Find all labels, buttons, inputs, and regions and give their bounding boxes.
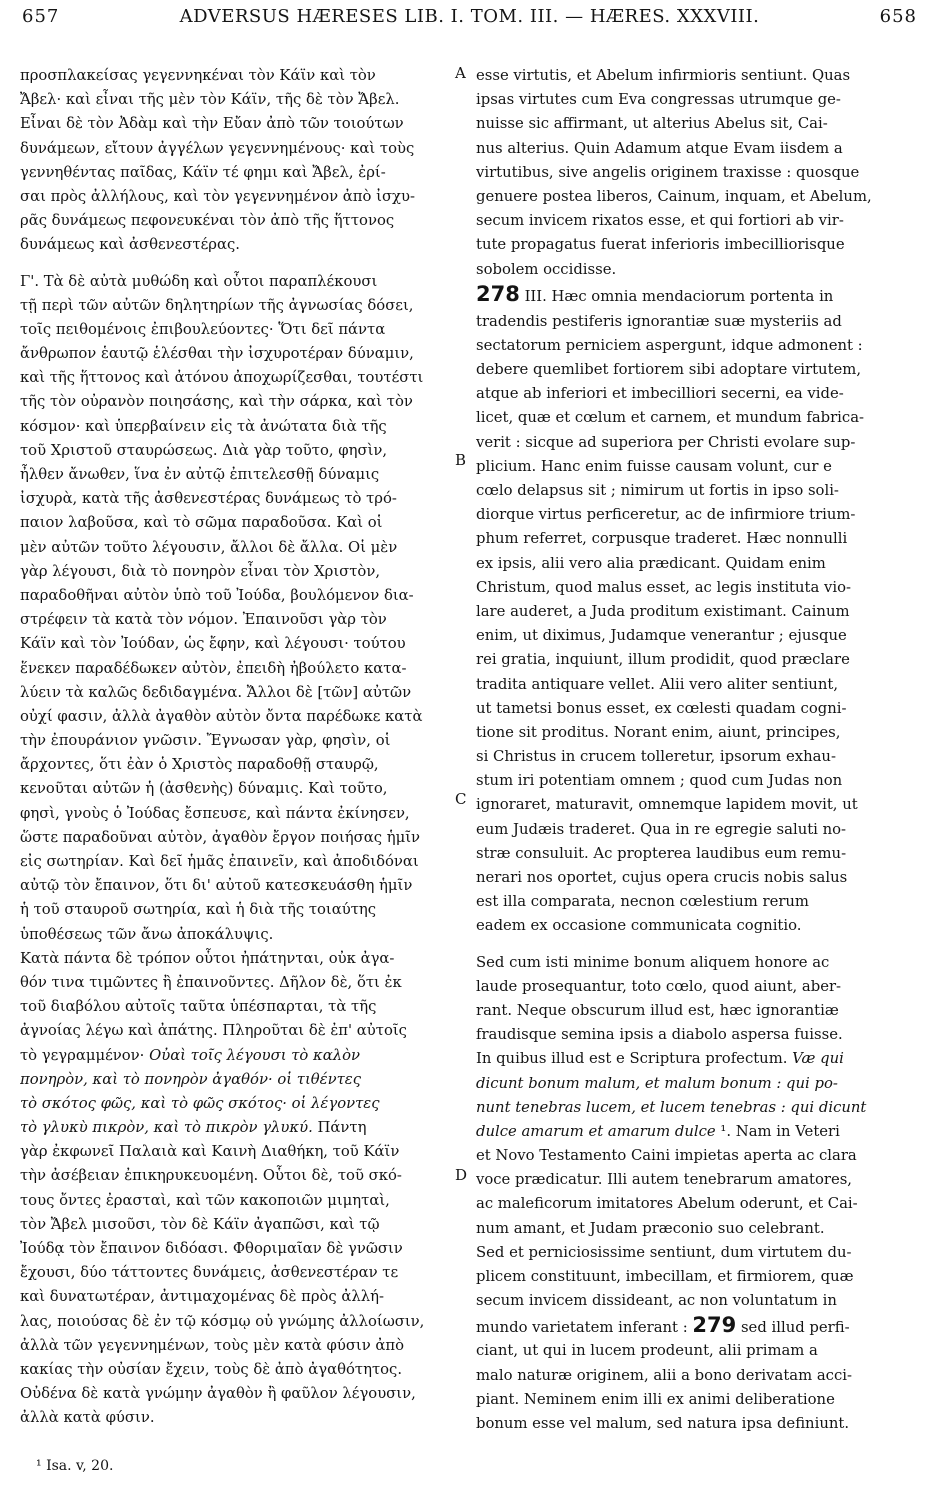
greek-line: ἡ τοῦ σταυροῦ σωτηρία, καὶ ἡ διὰ τῆς τοιαύτης (20, 901, 377, 919)
greek-line: ὑποθέσεως τῶν ἄνω ἀποκάλυψις. (20, 925, 274, 943)
latin-line: nuisse sic affirmant, ut alterius Abelus sit, Cai- (476, 115, 828, 133)
latin-line: nerari nos oportet, cujus opera crucis nobis salus (476, 869, 848, 886)
greek-paragraph-1 (20, 64, 468, 258)
greek-line: ἀγνοίας λέγω καὶ ἀπάτης. Πληροῦται δὲ ἐπ' αὐτοῖς (20, 1022, 407, 1040)
greek-line: κόσμον· καὶ ὑπερβαίνειν εἰς τὰ ἀνώτατα διὰ τῆς (20, 417, 387, 435)
latin-line: malo naturæ originem, alii a bono derivatam acci- (476, 1366, 852, 1384)
latin-paragraph-4 (476, 1339, 914, 1436)
latin-line: fraudisque semina ipsis a diabolo aspersa fuisse. (476, 1026, 843, 1044)
latin-line: debere quemlibet fortiorem sibi adoptare virtutem, (476, 361, 862, 379)
latin-line: mundo varietatem inferant : (476, 1319, 688, 1337)
latin-quote-line: nunt tenebras lucem, et lucem tenebras : qui dicunt (476, 1098, 867, 1116)
latin-line: rei gratia, inquiunt, illum prodidit, quod præclare (476, 651, 850, 669)
greek-line: δυνάμεως καὶ ἀσθενεστέρας. (20, 236, 240, 254)
greek-line: ἄνθρωπον ἑαυτῷ ἑλέσθαι τὴν ἰσχυροτέραν δύναμιν, (20, 345, 414, 363)
footnote: ¹ Isa. v, 20. (36, 1458, 114, 1474)
latin-line: nus alterius. Quin Adamum atque Evam iisdem a (476, 139, 843, 157)
latin-quote-text: dulce amarum et amarum dulce (476, 1122, 716, 1140)
greek-line: παραδοθῆναι αὐτὸν ὑπὸ τοῦ Ἰούδα, βουλόμενον δια- (20, 586, 414, 604)
greek-line: φησὶ, γνοὺς ὁ Ἰούδας ἔσπευσε, καὶ πάντα ἐκίνησεν, (20, 804, 410, 822)
latin-line: Christum, quod malus esset, ac legis instituta vio- (476, 578, 852, 596)
latin-line: sobolem occidisse. (476, 260, 617, 278)
page-number-left: 657 (22, 6, 60, 27)
latin-line: piant. Neminem enim illi ex animi deliberatione (476, 1390, 835, 1408)
greek-line: τοῖς πειθομένοις ἐπιβουλεύοντες· Ὅτι δεῖ πάντα (20, 320, 386, 338)
greek-line: ἦλθεν ἄνωθεν, ἵνα ἐν αὐτῷ ἐπιτελεσθῇ δύναμις (20, 466, 380, 483)
greek-line: οὐχί φασιν, ἀλλὰ ἀγαθὸν αὐτὸν ὄντα παρέδωκε κατὰ (20, 707, 423, 725)
latin-quote-line (476, 1120, 914, 1144)
latin-line: enim, ut diximus, Judamque venerantur ; ejusque (476, 627, 847, 645)
paragraph-gap (20, 258, 468, 270)
latin-line: In quibus illud est e Scriptura profectum. (476, 1050, 788, 1068)
latin-line: esse virtutis, et Abelum infirmioris sentiunt. Quas (476, 67, 851, 84)
greek-line: Εἶναι δὲ τὸν Ἀδὰμ καὶ τὴν Εὔαν ἀπὸ τῶν τοιούτων (20, 115, 404, 133)
latin-line: tute propagatus fuerat inferioris imbecilliorisque (476, 236, 845, 254)
latin-line: secum invicem rixatos esse, et qui fortiori ab vir- (476, 212, 844, 230)
page-number-right: 658 (879, 6, 917, 27)
latin-line: ciant, ut qui in lucem prodeunt, alii primam a (476, 1342, 818, 1360)
greek-line: ἔχουσι, δύο τάττοντες δυνάμεις, ἀσθενεστέραν τε (20, 1264, 399, 1282)
latin-line: num amant, et Judam præconio suo celebrant. (476, 1219, 825, 1237)
latin-line: ignoraret, maturavit, omnemque lapidem movit, ut (476, 796, 858, 814)
greek-line: προσπλακείσας γεγεννηκέναι τὸν Κάϊν καὶ τὸν (20, 67, 376, 84)
greek-line: τὴν ἀσέβειαν ἐπικηρυκευομένη. Οὗτοι δὲ, τοῦ σκό- (20, 1167, 402, 1185)
greek-line: εἰς σωτηρίαν. Καὶ δεῖ ἡμᾶς ἐπαινεῖν, καὶ ἀποδιδόναι (20, 853, 419, 870)
greek-paragraph-3-cont (20, 1140, 468, 1430)
greek-line: τῇ περὶ τῶν αὐτῶν δηλητηρίων τῆς ἀγνωσίας δόσει, (20, 296, 414, 314)
latin-line: rant. Neque obscurum illud est, hæc ignorantiæ (476, 1001, 839, 1019)
latin-line: secum invicem dissideant, ac non voluntatum in (476, 1292, 837, 1310)
latin-line: eum Judæis traderet. Qua in re egregie saluti no- (476, 820, 847, 838)
latin-paragraph-3-cont (476, 1144, 914, 1313)
latin-line: eadem ex occasione communicata cognitio. (476, 917, 802, 935)
greek-line: ὥστε παραδοῦναι αὐτὸν, ἀγαθὸν ἔργον ποιήσας ἡμῖν (20, 828, 421, 846)
paragraph-gap (476, 939, 914, 951)
greek-line: γὰρ ἐκφωνεῖ Παλαιὰ καὶ Καινὴ Διαθήκη, τοῦ Κάϊν (20, 1143, 400, 1161)
greek-line: θόν τινα τιμῶντες ἢ ἐπαινοῦντες. Δῆλον δὲ, ὅτι ἐκ (20, 973, 402, 991)
latin-line: tradita antiquare vellet. Alii vero aliter sentiunt, (476, 675, 839, 693)
latin-paragraph-2 (476, 310, 914, 939)
greek-line: Γ'. Τὰ δὲ αὐτὰ μυθώδη καὶ οὗτοι παραπλέκουσι (20, 272, 378, 290)
greek-line: Ἰούδᾳ τὸν ἔπαινον διδόασι. Φθοριμαῖαν δὲ γνῶσιν (20, 1240, 403, 1257)
latin-line: verit : sicque ad superiora per Christi evolare sup- (476, 433, 856, 451)
greek-line: κακίας τὴν οὐσίαν ἔχειν, τοὺς δὲ ἀπὸ ἀγαθότητος. (20, 1360, 403, 1378)
greek-line: αὐτῷ τὸν ἔπαινον, ὅτι δι' αὐτοῦ κατεσκευάσθη ἡμῖν (20, 877, 413, 895)
latin-line: diorque virtus perficeretur, ac de infirmiore trium- (476, 506, 856, 524)
latin-line: Sed et perniciosissime sentiunt, dum virtutem du- (476, 1243, 852, 1261)
greek-line: ἄρχοντες, ὅτι ἐὰν ὁ Χριστὸς παραδοθῇ σταυρῷ, (20, 756, 379, 774)
latin-line: tradendis pestiferis ignorantiæ suæ mysteriis ad (476, 312, 842, 330)
greek-line: Ἄβελ· καὶ εἶναι τῆς μὲν τὸν Κάϊν, τῆς δὲ τὸν Ἄβελ. (20, 91, 400, 109)
section-number-278: 278 (476, 281, 520, 306)
greek-line: τοῦ Χριστοῦ σταυρώσεως. Διὰ γὰρ τοῦτο, φησὶν, (20, 441, 388, 459)
greek-quote-text: τὸ γλυκὺ πικρὸν, καὶ τὸ πικρὸν γλυκύ. (20, 1119, 313, 1137)
margin-letter-c: C (455, 790, 467, 808)
greek-line: τῆς τὸν οὐρανὸν ποιησάσης, καὶ τὴν σάρκα, καὶ τὸν (20, 393, 413, 411)
latin-line: ac maleficorum imitatores Abelum oderunt, et Cai- (476, 1195, 858, 1213)
greek-quote-text: Οὐαὶ τοῖς λέγουσι τὸ καλὸν (149, 1046, 361, 1064)
latin-paragraph-1 (476, 64, 914, 282)
latin-line: ipsas virtutes cum Eva congressas utrumque ge- (476, 91, 841, 109)
latin-column (476, 64, 914, 1436)
latin-line: licet, quæ et cœlum et carnem, et mundum fabrica- (476, 409, 865, 427)
greek-line: τους ὄντες ἐρασταὶ, καὶ τῶν κακοποιῶν μιμηταὶ, (20, 1191, 390, 1209)
greek-line: λύειν τὰ καλῶς δεδιδαγμένα. Ἄλλοι δὲ [τῶν] αὐτῶν (20, 683, 412, 701)
greek-line: κενοῦται αὐτῶν ἡ (ἀσθενὴς) δύναμις. Καὶ τοῦτο, (20, 780, 388, 798)
greek-line: ρᾶς δυνάμεως πεφονευκέναι τὸν ἀπὸ τῆς ἥττονος (20, 212, 395, 230)
greek-line: Κατὰ πάντα δὲ τρόπον οὗτοι ἠπάτηνται, οὐκ ἀγα- (20, 949, 395, 967)
latin-line: bonum esse vel malum, sed natura ipsa definiunt. (476, 1414, 850, 1432)
latin-quote-line: dicunt bonum malum, et malum bonum : qui po- (476, 1074, 838, 1092)
latin-paragraph-3 (476, 951, 914, 1048)
latin-line: est illa comparata, necnon cœlestium rerum (476, 893, 809, 911)
greek-line: Οὐδένα δὲ κατὰ γνώμην ἀγαθὸν ἢ φαῦλον λέγουσιν, (20, 1385, 416, 1403)
greek-line: Κάϊν καὶ τὸν Ἰούδαν, ὡς ἔφην, καὶ λέγουσι· τούτου (20, 635, 406, 653)
latin-line: virtutibus, sive angelis originem traxisse : quosque (476, 163, 860, 181)
latin-line: stum iri potentiam omnem ; quod cum Judas non (476, 772, 843, 790)
latin-line: Sed cum isti minime bonum aliquem honore ac (476, 953, 830, 971)
greek-line: ἀλλὰ τῶν γεγεννημένων, τοὺς μὲν κατὰ φύσιν ἀπὸ (20, 1336, 405, 1354)
latin-line: plicium. Hanc enim fuisse causam volunt, cur e (476, 457, 832, 475)
latin-line: III. Hæc omnia mendaciorum portenta in (524, 287, 834, 305)
greek-line: ἕνεκεν παραδέδωκεν αὐτὸν, ἐπειδὴ ἠβούλετο κατα- (20, 659, 407, 677)
latin-line: stræ consuluit. Ac propterea laudibus eum remu- (476, 844, 847, 862)
margin-letter-d: D (455, 1166, 468, 1184)
latin-line: phum referret, corpusque traderet. Hæc nonnulli (476, 530, 848, 548)
greek-line: τὸν Ἄβελ μισοῦσι, τὸν δὲ Κάϊν ἀγαπῶσι, καὶ τῷ (20, 1215, 380, 1233)
greek-quote-line (20, 1044, 468, 1068)
running-header (22, 6, 917, 46)
greek-line: τὴν ἐπουράνιον γνῶσιν. Ἔγνωσαν γὰρ, φησὶν, οἱ (20, 732, 391, 750)
greek-line: ἰσχυρὰ, κατὰ τῆς ἀσθενεστέρας δυνάμεως τὸ τρό- (20, 490, 397, 508)
greek-line: Πάντη (317, 1119, 367, 1137)
greek-quote-line: τὸ σκότος φῶς, καὶ τὸ φῶς σκότος· οἱ λέγοντες (20, 1094, 380, 1112)
greek-line: μὲν αὐτῶν τοῦτο λέγουσιν, ἄλλοι δὲ ἄλλα. Οἱ μὲν (20, 538, 398, 556)
greek-line: σαι πρὸς ἀλλήλους, καὶ τὸν γεγεννημένον ἀπὸ ἰσχυ- (20, 187, 416, 205)
greek-paragraph-3 (20, 947, 468, 1044)
greek-line: παιον λαβοῦσα, καὶ τὸ σῶμα παραδοῦσα. Καὶ οἱ (20, 514, 383, 532)
latin-line: si Christus in crucem tolleretur, ipsorum exhau- (476, 748, 836, 766)
greek-column (20, 64, 468, 1431)
greek-line: γὰρ λέγουσι, διὰ τὸ πονηρὸν εἶναι τὸν Χριστὸν, (20, 562, 381, 580)
running-title: ADVERSUS HÆRESES LIB. I. TOM. III. — HÆRES. XXXVIII. (179, 6, 760, 27)
greek-line: καὶ τῆς ἥττονος καὶ ἀτόνου ἀποχωρίζεσθαι, τουτέστι (20, 369, 424, 387)
section-number-279: 279 (692, 1313, 737, 1338)
latin-line: lare auderet, a Juda proditum existimant. Cainum (476, 602, 850, 620)
greek-line: ἀλλὰ κατὰ φύσιν. (20, 1409, 155, 1427)
latin-quote-line (476, 1047, 914, 1071)
latin-line: ut tametsi bonus esset, ex cœlesti quadam cogni- (476, 699, 847, 717)
latin-line: tione sit proditus. Norant enim, aiunt, principes, (476, 723, 841, 741)
greek-quote-line (20, 1116, 468, 1140)
latin-line: atque ab inferiori et imbecilliori secerni, ea vide- (476, 385, 844, 403)
greek-quote-line: πονηρὸν, καὶ τὸ πονηρὸν ἀγαθόν· οἱ τιθέντες (20, 1070, 362, 1088)
latin-line: ex ipsis, alii vero alia prædicant. Quidam enim (476, 554, 826, 572)
greek-line: στρέφειν τὰ κατὰ τὸν νόμον. Ἐπαινοῦσι γὰρ τὸν (20, 611, 387, 629)
latin-quote-text: Væ qui (792, 1050, 844, 1068)
margin-letter-a: A (455, 64, 466, 82)
latin-line: et Novo Testamento Caini impietas aperta ac clara (476, 1147, 857, 1165)
latin-line: laude prosequantur, toto cœlo, quod aiunt, aber- (476, 977, 842, 995)
latin-section-279-line (476, 1313, 914, 1339)
latin-line: cœlo delapsus sit ; nimirum ut fortis in ipso soli- (476, 482, 839, 499)
greek-line: λας, ποιούσας δὲ ἐν τῷ κόσμῳ οὐ γνώμης ἀλλοίωσιν, (20, 1312, 425, 1330)
latin-section-278-line (476, 282, 914, 310)
greek-line: τοῦ διαβόλου αὐτοῖς ταῦτα ὑπέσπαρται, τὰ τῆς (20, 998, 377, 1016)
footnote-ref: ¹. Nam in Veteri (720, 1122, 840, 1140)
latin-line: plicem constituunt, imbecillam, et firmiorem, quæ (476, 1268, 854, 1285)
greek-line: δυνάμεων, εἴτουν ἀγγέλων γεγεννημένους· καὶ τοὺς (20, 139, 415, 157)
latin-line: voce prædicatur. Illi autem tenebrarum amatores, (476, 1171, 852, 1189)
greek-paragraph-2 (20, 270, 468, 947)
greek-line: γεννηθέντας παῖδας, Κάϊν τέ φημι καὶ Ἄβελ, ἐρί- (20, 163, 386, 181)
greek-line: καὶ δυνατωτέραν, ἀντιμαχομένας δὲ πρὸς ἀλλή- (20, 1288, 385, 1306)
latin-line: sectatorum perniciem aspergunt, idque admonent : (476, 336, 863, 354)
margin-letter-b: B (455, 451, 467, 469)
greek-line: τὸ γεγραμμένον· (20, 1046, 145, 1064)
latin-line: sed illud perfi- (740, 1319, 850, 1337)
latin-line: genuere postea liberos, Cainum, inquam, et Abelum, (476, 187, 872, 205)
